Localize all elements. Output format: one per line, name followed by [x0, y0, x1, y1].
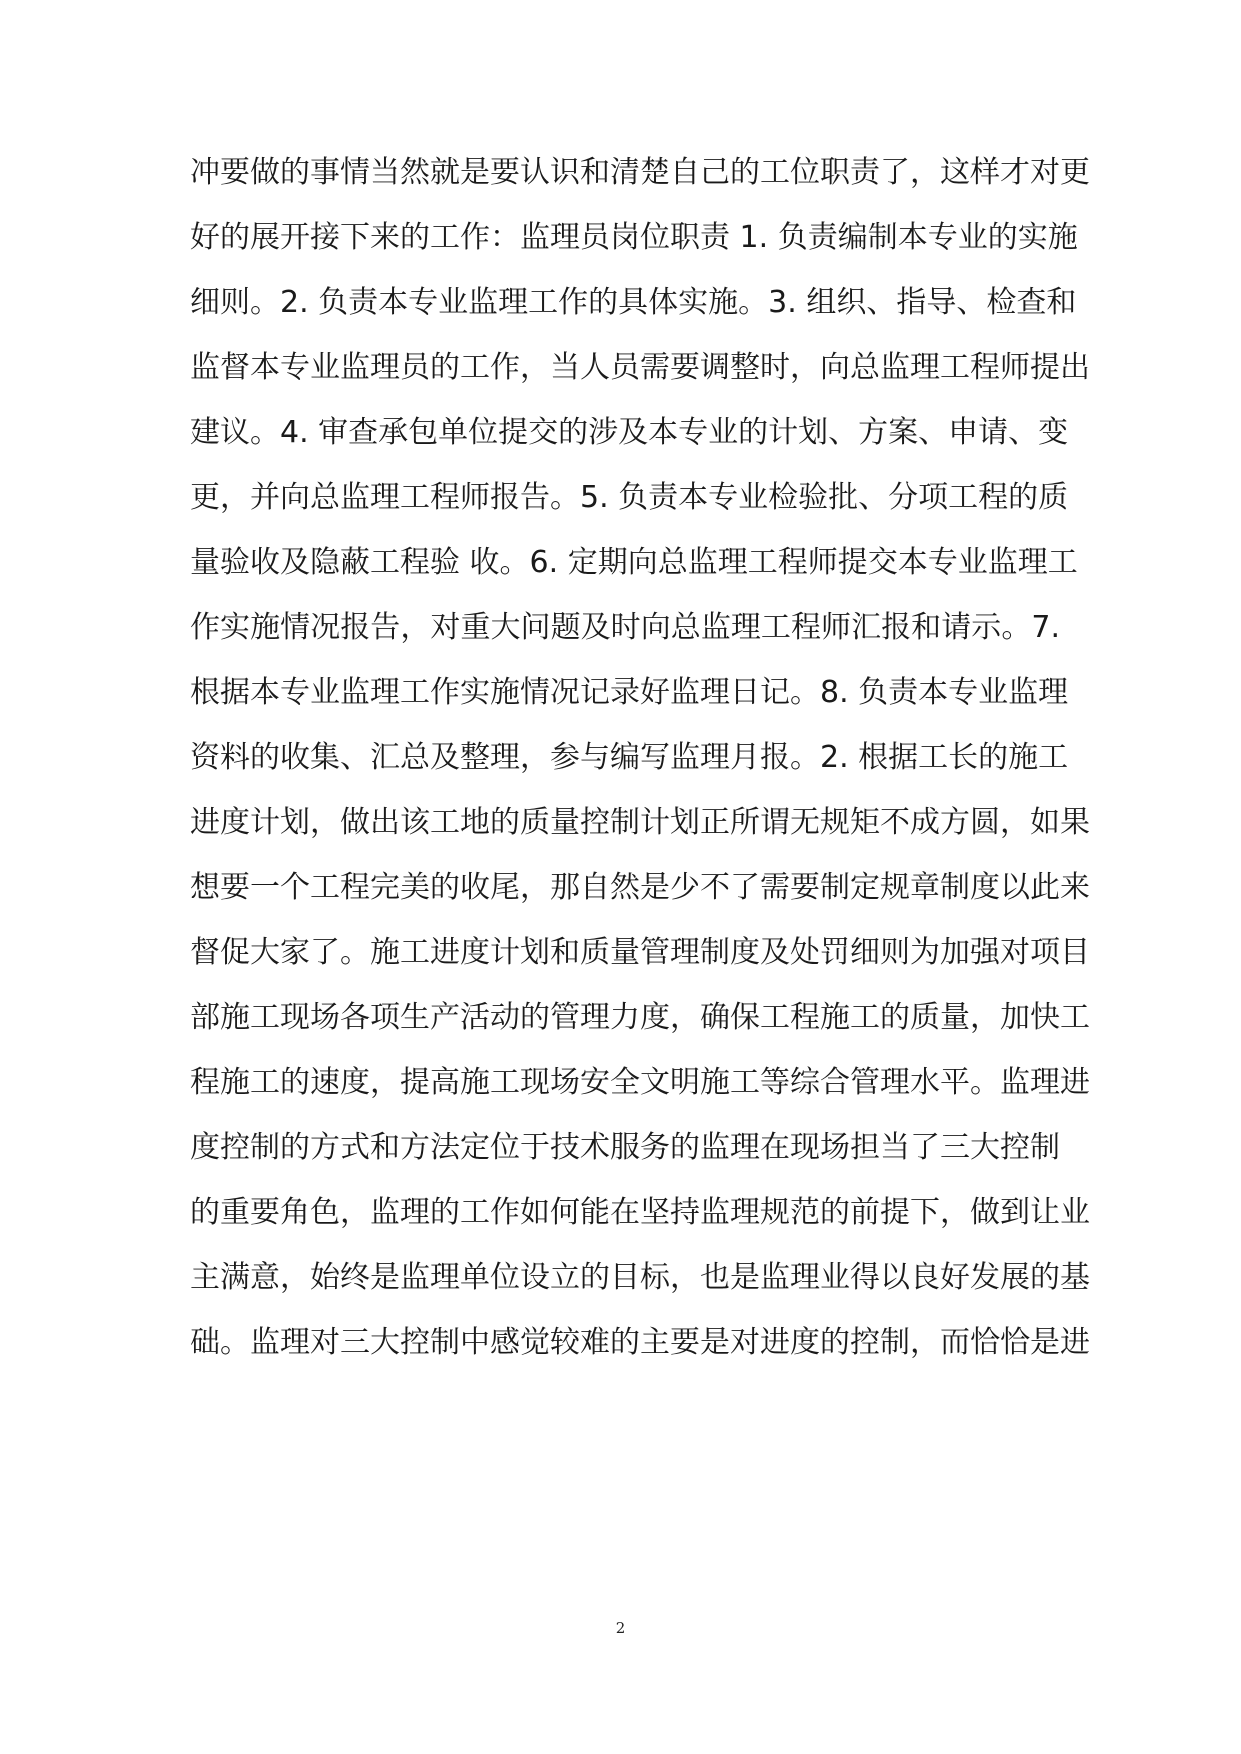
- text-line: 细则。2. 负责本专业监理工作的具体实施。3. 组织、指导、检查和: [190, 285, 1077, 320]
- text-line: 进度计划，做出该工地的质量控制计划正所谓无规矩不成方圆，如果: [190, 805, 1090, 840]
- body-text: [190, 148, 1090, 1383]
- text-line: 督促大家了。施工进度计划和质量管理制度及处罚细则为加强对项目: [190, 935, 1090, 970]
- text-line: 想要一个工程完美的收尾，那自然是少不了需要制定规章制度以此来: [190, 870, 1090, 905]
- text-line: 监督本专业监理员的工作，当人员需要调整时，向总监理工程师提出: [190, 350, 1090, 385]
- text-line: 度控制的方式和方法定位于技术服务的监理在现场担当了三大控制: [190, 1130, 1060, 1165]
- text-line: 资料的收集、汇总及整理，参与编写监理月报。2. 根据工长的施工: [190, 740, 1069, 775]
- text-line: 础。监理对三大控制中感觉较难的主要是对进度的控制，而恰恰是进: [190, 1325, 1090, 1360]
- text-line: 建议。4. 审查承包单位提交的涉及本专业的计划、方案、申请、变: [190, 415, 1069, 450]
- page-number: 2: [615, 1619, 626, 1637]
- text-line: 部施工现场各项生产活动的管理力度，确保工程施工的质量，加快工: [190, 1000, 1090, 1035]
- text-line: 量验收及隐蔽工程验 收。6. 定期向总监理工程师提交本专业监理工: [190, 545, 1078, 580]
- text-line: 冲要做的事情当然就是要认识和清楚自己的工位职责了，这样才对更: [190, 155, 1090, 190]
- text-line: 的重要角色，监理的工作如何能在坚持监理规范的前提下，做到让业: [190, 1195, 1090, 1230]
- text-line: 作实施情况报告，对重大问题及时向总监理工程师汇报和请示。7.: [190, 610, 1060, 645]
- text-line: 程施工的速度，提高施工现场安全文明施工等综合管理水平。监理进: [190, 1065, 1090, 1100]
- text-line: 主满意，始终是监理单位设立的目标，也是监理业得以良好发展的基: [190, 1260, 1090, 1295]
- text-line: 更，并向总监理工程师报告。5. 负责本专业检验批、分项工程的质: [190, 480, 1069, 515]
- text-line: 根据本专业监理工作实施情况记录好监理日记。8. 负责本专业监理: [190, 675, 1069, 710]
- text-line: 好的展开接下来的工作：监理员岗位职责 1. 负责编制本专业的实施: [190, 220, 1078, 255]
